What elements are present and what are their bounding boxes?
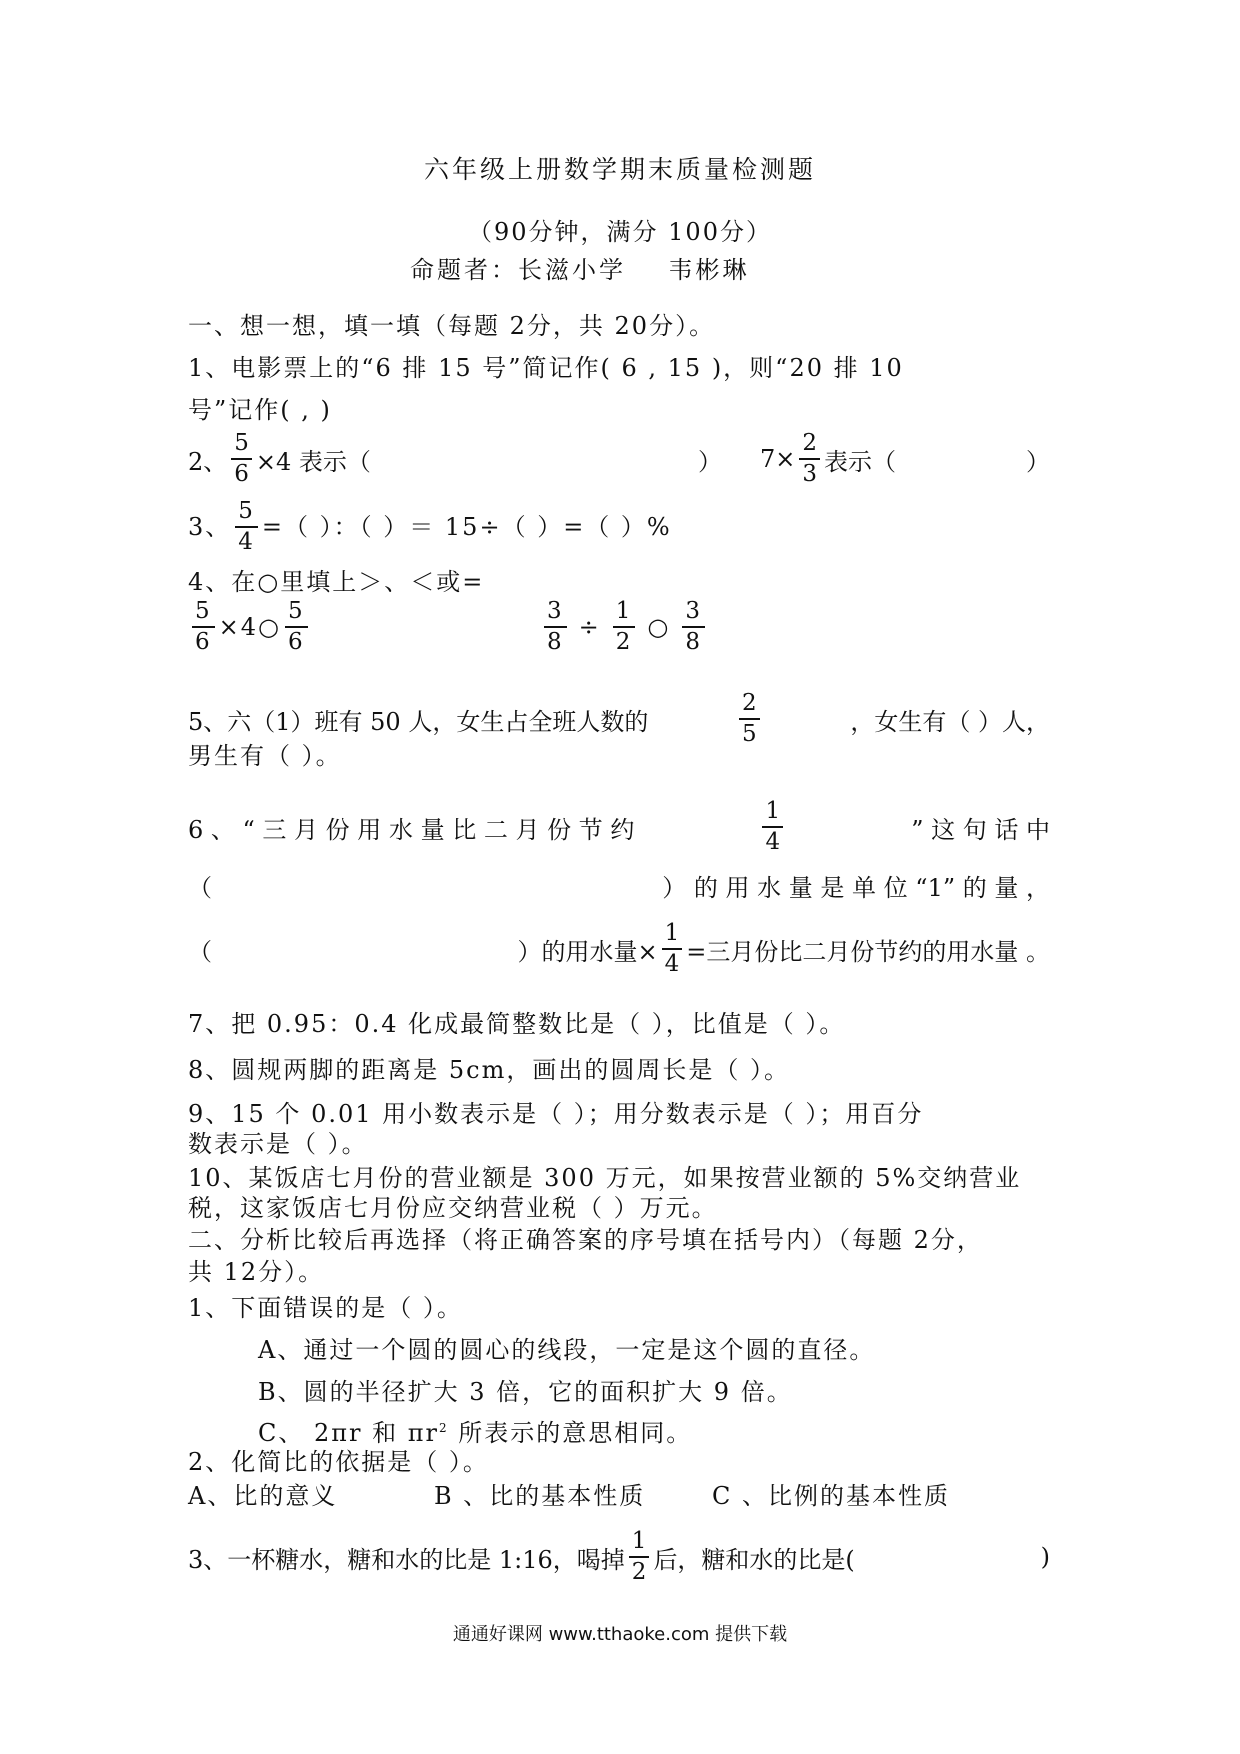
footer-credit: 通通好课网 www.tthaoke.com 提供下载 — [452, 1624, 788, 1645]
s2-q2-option-a: A、比的意义 — [188, 1482, 338, 1510]
fraction: $\frac{1}{2}$ — [629, 1530, 650, 1584]
fraction: $\frac{2}{5}$ — [739, 692, 760, 746]
fraction: $\frac{5}{6}$ — [231, 432, 252, 486]
q4-heading: 4、在○里填上＞、＜或= — [188, 568, 485, 596]
fraction: $\frac{1}{4}$ — [662, 922, 683, 976]
s2-q2-option-b: B 、比的基本性质 — [434, 1482, 646, 1510]
q6-line3: （ ）的用水量× $\frac{1}{4}$ =三月份比二月份节约的用水量 。 — [188, 920, 1050, 977]
q9-line2: 数表示是（ ）。 — [188, 1130, 368, 1158]
q7-line: 7、把 0.95：0.4 化成最简整数比是（ ），比值是（ ）。 — [188, 1010, 846, 1038]
q5-line2: 男生有（ ）。 — [188, 742, 342, 770]
q9-line1: 9、15 个 0.01 用小数表示是（ ）；用分数表示是（ ）；用百分 — [188, 1100, 924, 1128]
q10-line2: 税，这家饭店七月份应交纳营业税（ ）万元。 — [188, 1194, 718, 1222]
q1-line1: 1、电影票上的“6 排 15 号”简记作( 6 , 15 )，则“20 排 10 — [188, 354, 904, 382]
page-title: 六年级上册数学期末质量检测题 — [423, 155, 816, 184]
exam-subtitle: （90分钟，满分 100分） — [468, 218, 772, 246]
q6-line2: （ ） 的 用 水 量 是 单 位 “1” 的 量 ， — [188, 874, 1050, 902]
s2-q1: 1、下面错误的是（ ）。 — [188, 1294, 463, 1322]
fraction: $\frac{3}{8}$ — [682, 600, 705, 654]
q5-line1: 5、六（1）班有 50 人，女生占全班人数的 $\frac{2}{5}$ ，女生有（ ）人， — [188, 690, 1050, 747]
q2-line: 2、 $\frac{5}{6}$ ×4 表示（ ） 7× $\frac{2}{3}$ 表示（ ） — [188, 430, 1050, 487]
s2-q1-option-a: A、通过一个圆的圆心的线段，一定是这个圆的直径。 — [258, 1336, 876, 1364]
q10-line1: 10、某饭店七月份的营业额是 300 万元，如果按营业额的 5%交纳营业 — [188, 1164, 1022, 1192]
s2-q2: 2、化简比的依据是（ ）。 — [188, 1448, 489, 1476]
section2-heading-line1: 二、分析比较后再选择（将正确答案的序号填在括号内）（每题 2分， — [188, 1226, 983, 1254]
author-line: 命题者：长滋小学 韦彬琳 — [410, 256, 750, 284]
q6-line1: 6 、 “ 三 月 份 用 水 量 比 二 月 份 节 约 $\frac{1}{4}$ ” 这 句 话 中 — [188, 798, 1050, 855]
fraction: $\frac{5}{4}$ — [235, 500, 258, 554]
q8-line: 8、圆规两脚的距离是 5cm，画出的圆周长是（ ）。 — [188, 1056, 790, 1084]
s2-q3: 3、一杯糖水，糖和水的比是 1:16，喝掉 $\frac{1}{2}$ 后，糖和水的比是( ) — [188, 1528, 1050, 1585]
fraction: $\frac{1}{2}$ — [613, 600, 636, 654]
fraction: $\frac{1}{4}$ — [762, 800, 783, 854]
fraction: $\frac{5}{6}$ — [285, 600, 308, 654]
s2-q1-option-c: C、 2πr 和 $\pi r^2$ 所表示的意思相同。 — [258, 1419, 693, 1447]
s2-q2-option-c: C 、比例的基本性质 — [712, 1482, 950, 1510]
q4-compare-a: $\frac{5}{6}$ ×4○ $\frac{5}{6}$ — [188, 600, 312, 654]
q1-line2: 号”记作( , ) — [188, 396, 332, 424]
fraction: $\frac{3}{8}$ — [544, 600, 567, 654]
q3-line: 3、 $\frac{5}{4}$ =（ ）：（ ）＝ 15÷（ ）=（ ）% — [188, 498, 672, 555]
q4-compare-b: $\frac{3}{8}$ ÷ $\frac{1}{2}$ ○ $\frac{3}{8}$ — [540, 600, 709, 654]
section2-heading-line2: 共 12分）。 — [188, 1258, 325, 1286]
fraction: $\frac{2}{3}$ — [799, 432, 820, 486]
fraction: $\frac{5}{6}$ — [192, 600, 215, 654]
section1-heading: 一、想一想，填一填（每题 2分，共 20分）。 — [188, 312, 716, 340]
s2-q1-option-b: B、圆的半径扩大 3 倍，它的面积扩大 9 倍。 — [258, 1378, 793, 1406]
